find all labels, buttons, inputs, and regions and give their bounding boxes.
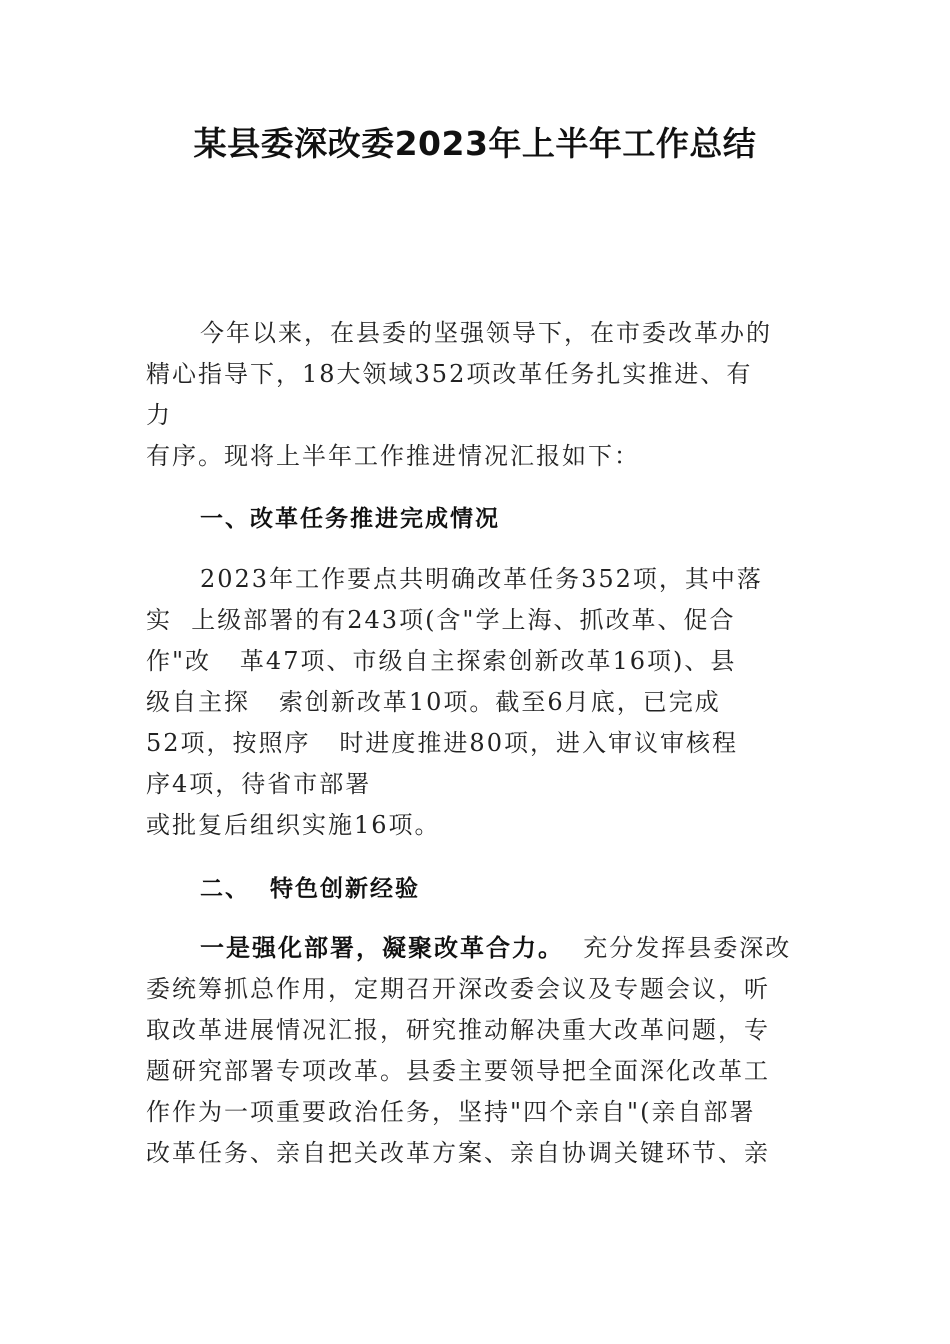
intro-line: 精心指导下，18大领域352项改革任务扎实推进、有 [146, 360, 753, 388]
bold-lead-phrase: 一是强化部署，凝聚改革合力。 [200, 934, 564, 962]
section2-line: 委统筹抓总作用，定期召开深改委会议及专题会议，听 [146, 975, 770, 1003]
section1-line: 2023年工作要点共明确改革任务352项，其中落 [200, 565, 763, 593]
section2-line: 改革任务、亲自把关改革方案、亲自协调关键环节、亲 [146, 1139, 770, 1167]
lead-tail-text: 充分发挥县委深改 [564, 934, 792, 962]
section1-line: 作"改 革47项、市级自主探索创新改革16项)、县 [146, 647, 737, 675]
section2-line: 作作为一项重要政治任务，坚持"四个亲自"(亲自部署 [146, 1098, 756, 1126]
intro-line: 有序。现将上半年工作推进情况汇报如下： [146, 442, 640, 470]
section2-first-line [146, 928, 806, 969]
section1-line: 或批复后组织实施16项。 [146, 811, 441, 839]
section1-line: 实 上级部署的有243项(含"学上海、抓改革、促合 [146, 606, 736, 634]
section1-line: 序4项，待省市部署 [146, 770, 372, 798]
section2-paragraph [146, 928, 806, 1174]
intro-line: 今年以来，在县委的坚强领导下，在市委改革办的 [200, 319, 772, 347]
intro-line: 力 [146, 401, 172, 429]
document-title: 某县委深改委2023年上半年工作总结 [193, 124, 757, 163]
section1-paragraph [146, 559, 806, 846]
section2-line: 题研究部署专项改革。县委主要领导把全面深化改革工 [146, 1057, 770, 1085]
section1-line: 级自主探 索创新改革10项。截至6月底，已完成 [146, 688, 721, 716]
section1-line: 52项，按照序 时进度推进80项，进入审议审核程 [146, 729, 738, 757]
section-heading-1: 一、改革任务推进完成情况 [200, 506, 500, 532]
section2-line: 取改革进展情况汇报，研究推动解决重大改革问题，专 [146, 1016, 770, 1044]
section-heading-2: 二、 特色创新经验 [200, 876, 421, 902]
intro-paragraph [146, 313, 806, 477]
